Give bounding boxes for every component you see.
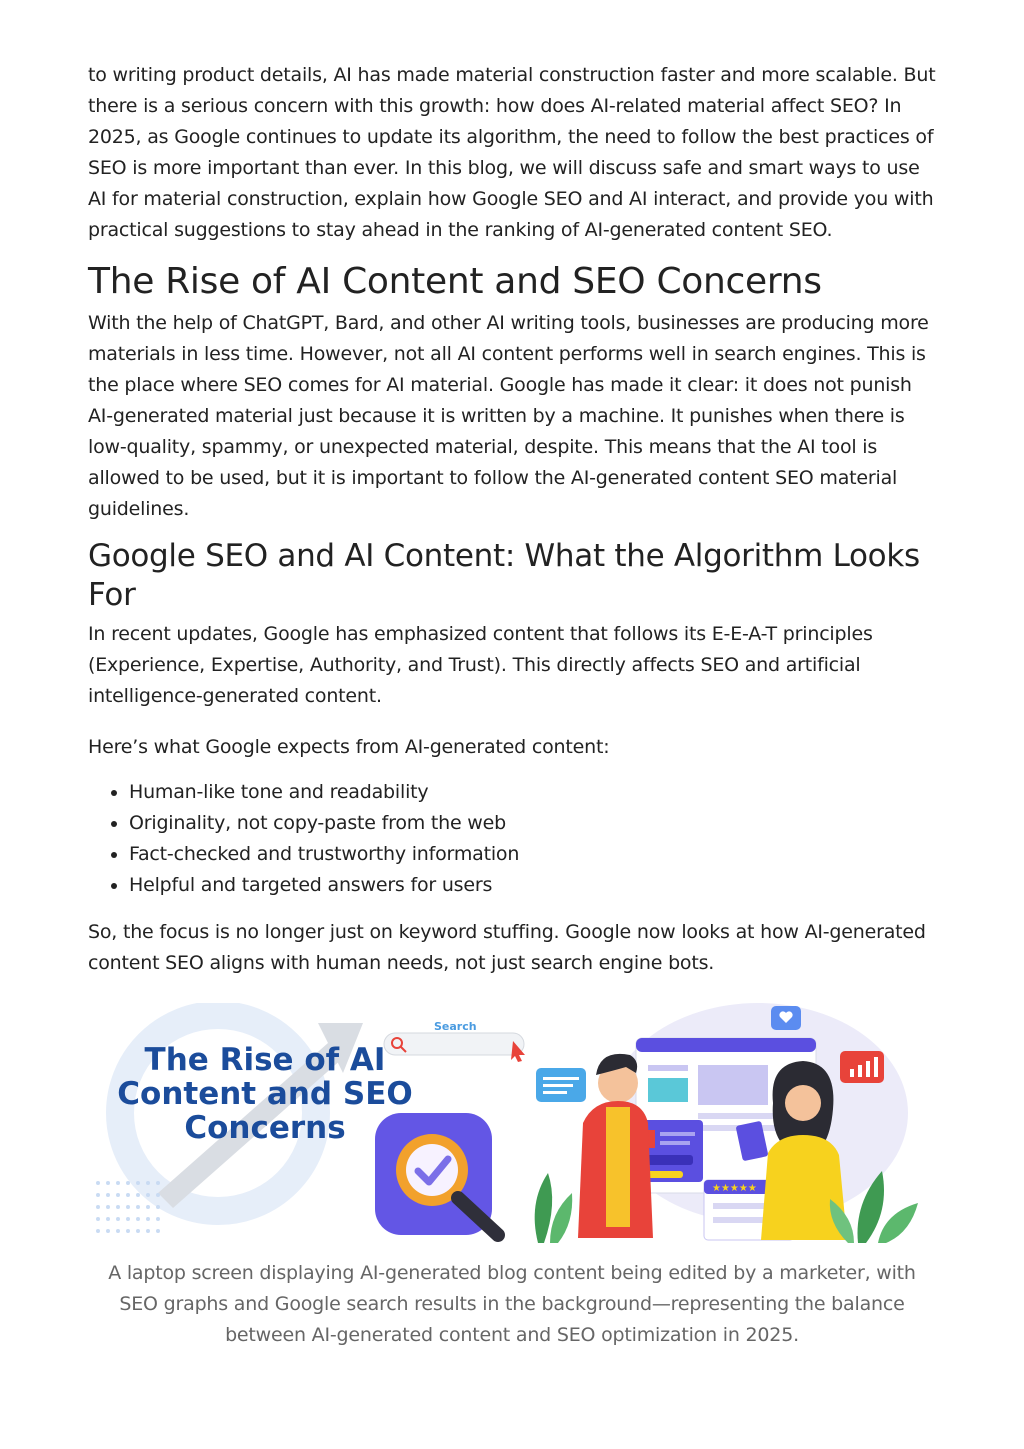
article-body	[88, 60, 936, 979]
section-heading-rise-of-ai: The Rise of AI Content and SEO Concerns	[88, 261, 822, 302]
section2-paragraph-focus: So, the focus is no longer just on keyword stuffing. Google now looks at how AI-generated content SEO aligns with human needs, not just search engine bots.	[88, 921, 926, 974]
expectations-list	[88, 777, 936, 901]
illustration-title: The Rise of AI Content and SEO Concerns	[117, 1042, 413, 1146]
section-heading-google-seo: Google SEO and AI Content: What the Algorithm Looks For	[88, 538, 920, 613]
stars-icon: ★★★★★	[712, 1183, 757, 1194]
list-item: • Fact-checked and trustworthy information	[129, 839, 936, 870]
list-item: • Human-like tone and readability	[129, 777, 936, 808]
list-item: • Helpful and targeted answers for users	[129, 870, 936, 901]
search-label: Search	[434, 1020, 477, 1033]
figure-caption: A laptop screen displaying AI-generated blog content being edited by a marketer, with SEO graphs and Google search results in the background—representing the balance between AI-generated content and SEO optimization in 2025.	[108, 1262, 916, 1346]
section2-paragraph-expects: Here’s what Google expects from AI-generated content:	[88, 736, 610, 758]
article-illustration	[88, 1003, 922, 1249]
list-item: • Originality, not copy-paste from the web	[129, 808, 936, 839]
intro-paragraph: to writing product details, AI has made material construction faster and more scalable. But there is a serious concern with this growth: how does AI-related material affect SEO? In 2025, as Google continues to update its algorithm, the need to follow the best practices of SEO is more important than ever. In this blog, we will discuss safe and smart ways to use AI for material construction, explain how Google SEO and AI interact, and provide you with practical suggestions to stay ahead in the ranking of AI-generated content SEO.	[88, 64, 936, 241]
section2-paragraph-eeat: In recent updates, Google has emphasized content that follows its E-E-A-T principles (Experience, Expertise, Authority, and Trust). This directly affects SEO and artificial intelligence-generated content.	[88, 623, 873, 707]
section1-paragraph: With the help of ChatGPT, Bard, and other AI writing tools, businesses are producing more materials in less time. However, not all AI content performs well in search engines. This is the place where SEO comes for AI material. Google has made it clear: it does not punish AI-generated material just because it is written by a machine. It punishes when there is low-quality, spammy, or unexpected material, despite. This means that the AI tool is allowed to be used, but it is important to follow the AI-generated content SEO material guidelines.	[88, 312, 929, 520]
